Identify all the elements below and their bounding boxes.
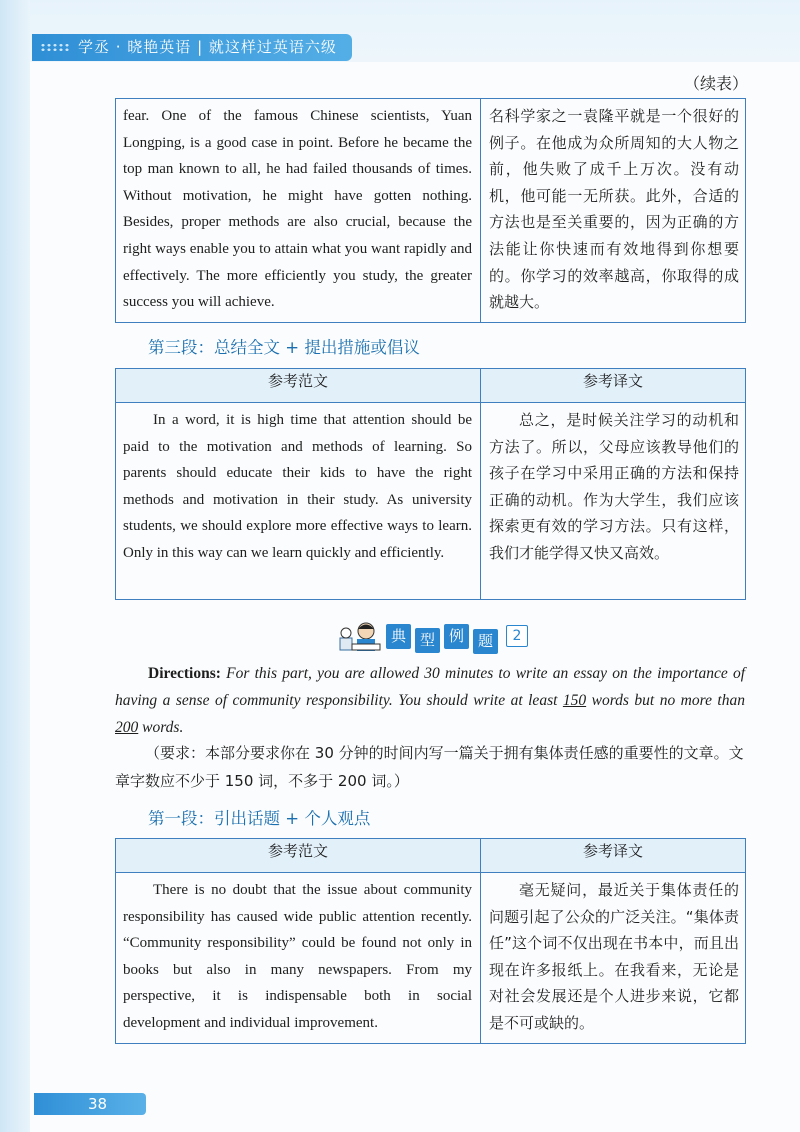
continuation-label: （续表）	[683, 74, 748, 93]
example-title	[338, 620, 528, 652]
english-cell: In a word, it is high time that attention should be paid to the motivation and methods of learning. So parents should educate their kids to have the right methods and motivation in their study. As university students, we should explore more effective ways to learn. Only in this way can we learn quickly and efficiently.	[116, 403, 481, 600]
essay-table-continued	[115, 98, 746, 323]
table-row	[116, 873, 746, 1044]
column-header-essay: 参考范文	[116, 369, 481, 403]
table-row	[116, 99, 746, 323]
section-heading-1: 第一段：引出话题 + 个人观点	[148, 809, 371, 828]
running-header	[32, 34, 352, 61]
essay-table-section3	[115, 368, 746, 600]
table-row	[116, 403, 746, 600]
max-words: 200	[115, 719, 139, 736]
example-char-1: 典	[386, 624, 411, 649]
requirement-text: （要求：本部分要求你在 30 分钟的时间内写一篇关于拥有集体责任感的重要性的文章。文章字数应不少于 150 词，不多于 200 词。）	[115, 744, 744, 790]
column-header-translation: 参考译文	[481, 369, 746, 403]
header-dots-icon	[40, 43, 70, 52]
english-cell: There is no doubt that the issue about community responsibility has caused wide public attention recently. “Community responsibility” could be found not only in books but also in many newspapers. From my perspective, it is indispensable both in social development and individual improvement.	[116, 873, 481, 1044]
table-header-row	[116, 369, 746, 403]
example-char-2: 型	[415, 628, 440, 653]
english-cell: fear. One of the famous Chinese scientists, Yuan Longping, is a good case in point. Before he became the top man known to all, he had failed thousands of times. Without motivation, he might have gotten nothing. Besides, proper methods are also crucial, because the right ways enable you to attain what you want rapidly and effectively. The more efficiently you study, the greater success you will achieve.	[116, 99, 481, 323]
table-header-row	[116, 839, 746, 873]
directions-text-c: words.	[138, 719, 184, 736]
student-mascot-icon	[338, 620, 382, 652]
section-heading-3: 第三段：总结全文 + 提出措施或倡议	[148, 338, 420, 357]
chinese-cell: 名科学家之一袁隆平就是一个很好的例子。在他成为众所周知的大人物之前，他失败了成千上万次。没有动机，他可能一无所获。此外，合适的方法也是至关重要的，因为正确的方法能让你快速而有效地得到你想要的。你学习的效率越高，你取得的成就越大。	[481, 99, 746, 323]
min-words: 150	[562, 692, 587, 709]
example-number: 2	[506, 625, 528, 647]
essay-table-section1	[115, 838, 746, 1044]
chinese-cell: 总之，是时候关注学习的动机和方法了。所以，父母应该教导他们的孩子在学习中采用正确的方法和保持正确的动机。作为大学生，我们应该探索更有效的学习方法。只有这样，我们才能学得又快又高效。	[481, 403, 746, 600]
directions-paragraph	[115, 660, 745, 741]
running-header-title: 学丞 · 晓艳英语 | 就这样过英语六级	[78, 38, 337, 56]
requirement-paragraph	[115, 739, 745, 795]
directions-text-b: words but no more than	[586, 692, 745, 709]
directions-text-a: For this part, you are allowed 30 minutes to write an essay on the importance of having a sense of community responsibility. You should write at least	[115, 665, 745, 709]
column-header-translation: 参考译文	[481, 839, 746, 873]
column-header-essay: 参考范文	[116, 839, 481, 873]
chinese-cell: 毫无疑问，最近关于集体责任的问题引起了公众的广泛关注。“集体责任”这个词不仅出现在书本中，而且出现在许多报纸上。在我看来，无论是对社会发展还是个人进步来说，它都是不可或缺的。	[481, 873, 746, 1044]
example-char-3: 例	[444, 624, 469, 649]
page-number: 38	[34, 1093, 146, 1115]
example-char-4: 题	[473, 629, 498, 654]
directions-lead: Directions:	[148, 665, 221, 682]
left-margin-strip	[0, 0, 30, 1132]
